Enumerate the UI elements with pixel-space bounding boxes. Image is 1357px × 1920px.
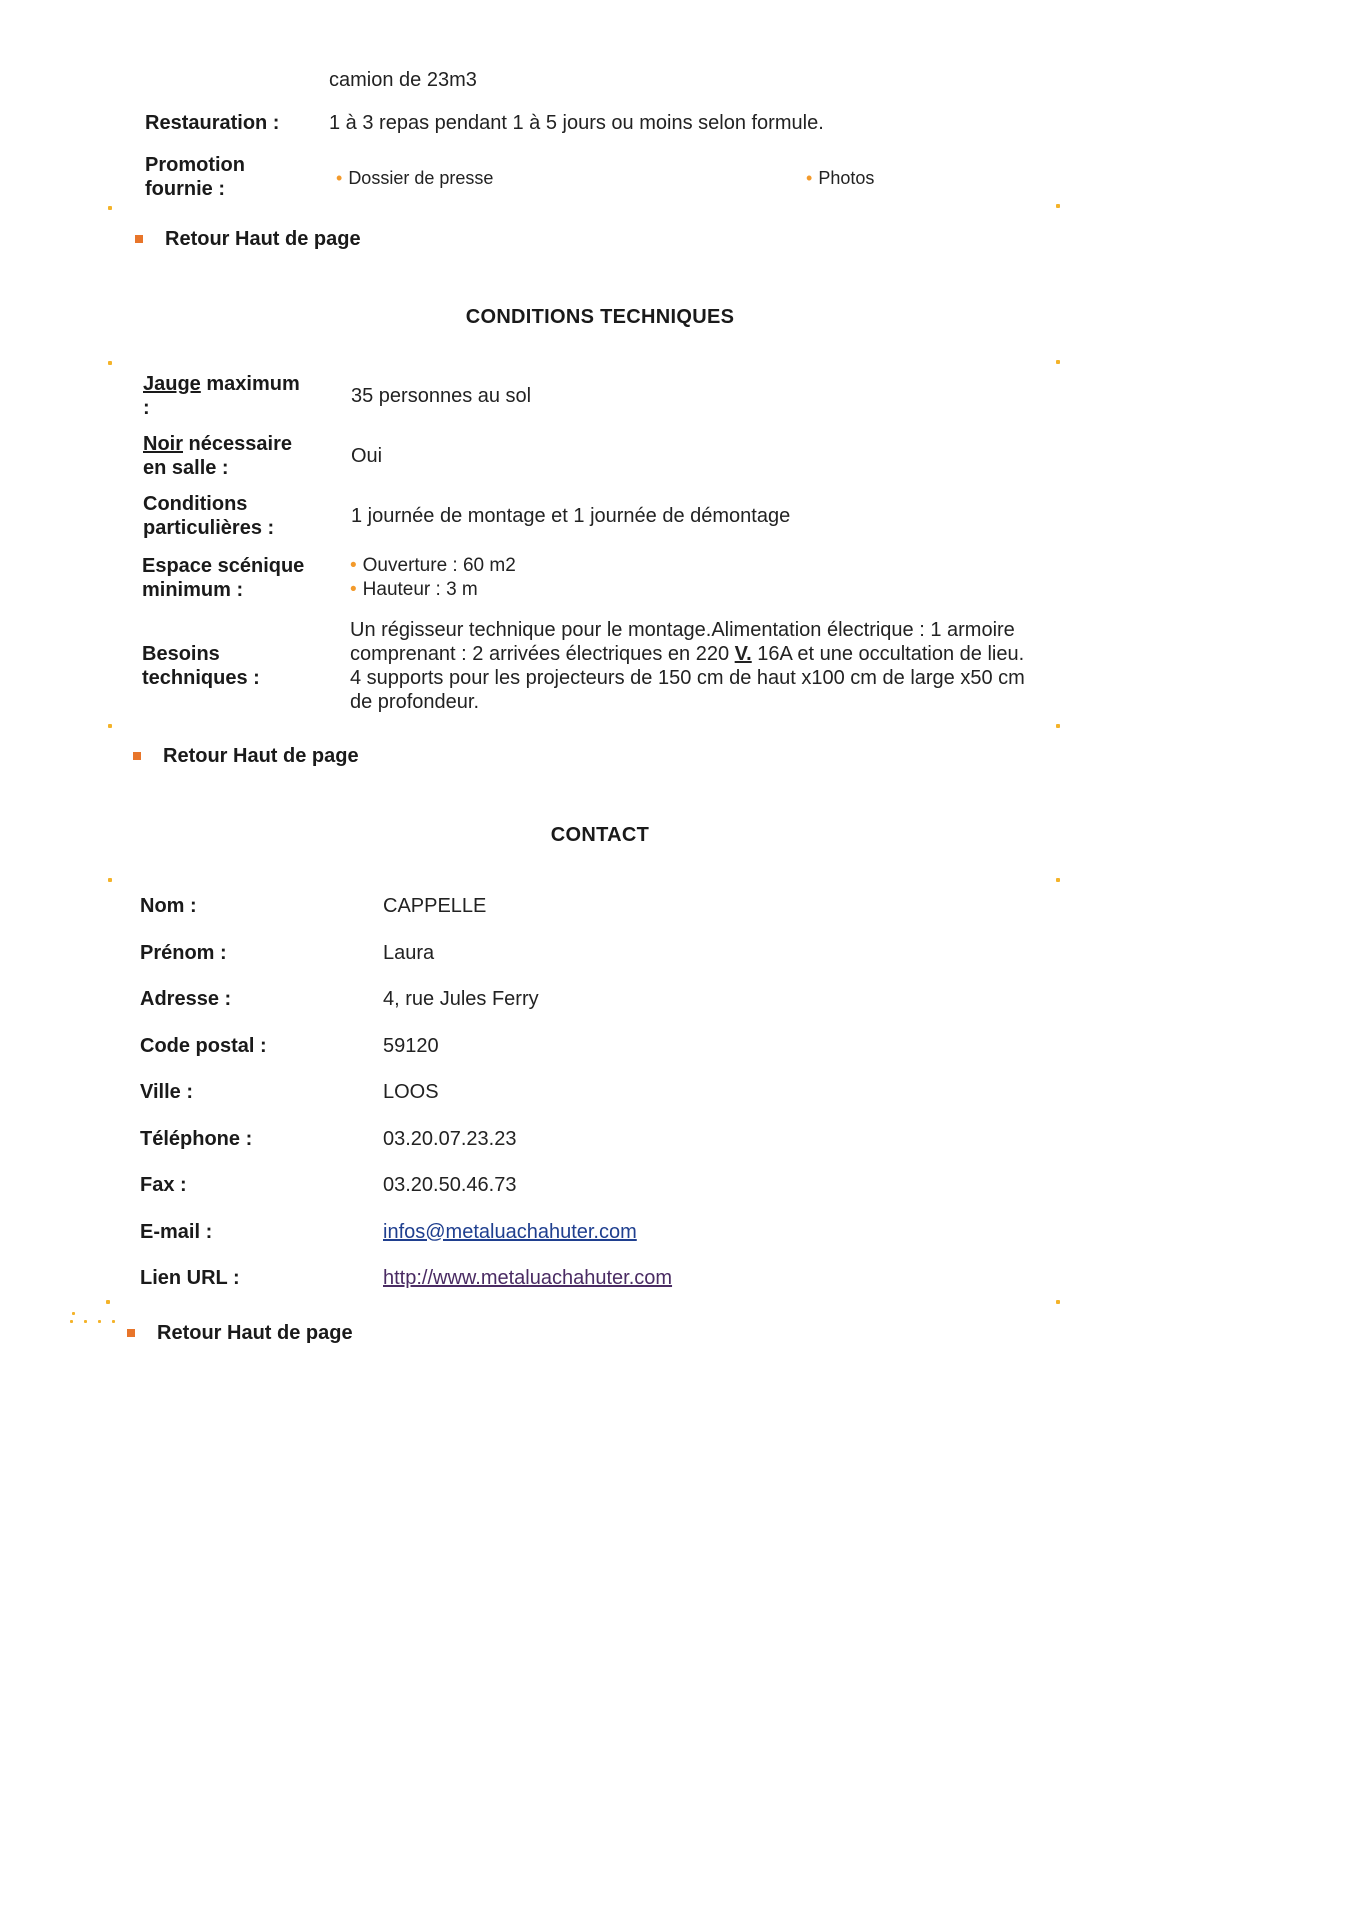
conditions-particulieres-value: 1 journée de montage et 1 journée de démontage [351,505,791,527]
contact-label: Prénom : [140,941,227,964]
besoins-line-part: comprenant : 2 arrivées électriques en 220 [350,643,735,665]
corner-dot [108,206,112,210]
restauration-label: Restauration : [145,112,280,134]
contact-value: CAPPELLE [383,895,487,917]
besoins-label-line-2: techniques : [142,667,260,689]
contact-label: Téléphone : [140,1127,253,1150]
contact-label: Code postal : [140,1034,267,1057]
contact-table [140,894,672,1313]
contact-row [140,1173,672,1220]
jauge-label [143,372,300,420]
email-label: E-mail : [140,1220,213,1243]
contact-label: Fax : [140,1174,187,1196]
jauge-label-underlined: Jauge [143,373,201,395]
promotion-label [145,153,245,201]
contact-row [140,894,672,941]
cond-label-line-2: particulières : [143,517,275,539]
noir-label-rest: nécessaire [183,433,292,455]
website-link[interactable]: http://www.metaluachahuter.com [383,1267,673,1289]
list-item-label: Ouverture : 60 m2 [362,555,516,576]
bullet-icon: • [806,168,813,188]
contact-value: 03.20.07.23.23 [383,1127,517,1150]
jauge-label-colon: : [143,397,150,419]
besoins-line [350,642,1050,666]
noir-label-underlined: Noir [143,433,183,455]
leader-dot [98,1320,101,1323]
contact-label: Adresse : [140,988,232,1010]
jauge-label-rest: maximum [200,373,300,395]
back-to-top-label: Retour Haut de page [165,228,361,250]
promotion-item-label: Photos [818,168,875,188]
contact-row [140,941,672,988]
promotion-label-line-1: Promotion [145,154,245,176]
corner-dot [106,1300,110,1304]
noir-label [143,432,292,480]
contact-row-url [140,1266,672,1313]
corner-dot [1056,724,1060,728]
square-bullet-icon [135,235,143,243]
leader-dot [84,1320,87,1323]
promotion-label-line-2: fournie : [145,178,225,200]
url-label: Lien URL : [140,1267,240,1289]
contact-value: 03.20.50.46.73 [383,1174,517,1196]
corner-dot [1056,204,1060,208]
besoins-line: Un régisseur technique pour le montage.Alimentation électrique : 1 armoire [350,619,1015,641]
back-to-top-link[interactable] [127,1321,353,1345]
back-to-top-link[interactable] [133,744,359,768]
contact-label: Ville : [140,1081,193,1103]
corner-dot [108,724,112,728]
promotion-item-label: Dossier de presse [348,168,494,188]
besoins-line: 4 supports pour les projecteurs de 150 cm de haut x100 cm de large x50 cm [350,667,1025,689]
back-to-top-label: Retour Haut de page [157,1322,353,1344]
voltage-unit: V. [734,643,752,665]
list-item [350,578,516,602]
square-bullet-icon [127,1329,135,1337]
contact-label: Nom : [140,895,197,917]
corner-dot [1056,878,1060,882]
bullet-icon: • [350,579,357,600]
corner-dot [1056,1300,1060,1304]
camion-text: camion de 23m3 [329,69,477,91]
contact-heading: CONTACT [550,824,650,846]
contact-value: LOOS [383,1081,439,1103]
besoins-value [350,618,1050,714]
dotted-leader [70,1320,125,1326]
leader-dot [112,1320,115,1323]
besoins-line: de profondeur. [350,691,479,713]
corner-dot [72,1312,75,1315]
contact-value: 59120 [383,1034,439,1057]
besoins-line-part: 16A et une occultation de lieu. [751,643,1025,665]
square-bullet-icon [133,752,141,760]
email-link[interactable]: infos@metaluachahuter.com [383,1220,637,1243]
noir-label-line-2: en salle : [143,457,229,479]
espace-label-line-1: Espace scénique [142,555,305,577]
contact-row [140,1034,672,1081]
promotion-item-photos [806,166,874,190]
jauge-value: 35 personnes au sol [351,385,532,407]
bullet-icon: • [350,555,357,576]
back-to-top-label: Retour Haut de page [163,745,359,767]
besoins-label-line-1: Besoins [142,643,220,665]
back-to-top-link[interactable] [135,227,361,251]
contact-row [140,1080,672,1127]
conditions-particulieres-label [143,492,274,540]
contact-value: 4, rue Jules Ferry [383,988,539,1010]
promotion-item-dossier [336,166,493,190]
espace-list [350,554,516,602]
besoins-label [142,642,260,690]
corner-dot [108,361,112,365]
contact-row [140,987,672,1034]
leader-dot [70,1320,73,1323]
corner-dot [108,878,112,882]
contact-value: Laura [383,941,435,964]
contact-row-email [140,1220,672,1267]
conditions-heading: CONDITIONS TECHNIQUES [465,306,735,328]
espace-label [142,554,304,602]
corner-dot [1056,360,1060,364]
cond-label-line-1: Conditions [143,493,248,515]
restauration-value: 1 à 3 repas pendant 1 à 5 jours ou moins selon formule. [329,112,824,134]
bullet-icon: • [336,168,343,188]
espace-label-line-2: minimum : [142,579,244,601]
list-item-label: Hauteur : 3 m [362,579,478,600]
contact-row [140,1127,672,1174]
list-item [350,554,516,578]
noir-value: Oui [351,445,383,467]
